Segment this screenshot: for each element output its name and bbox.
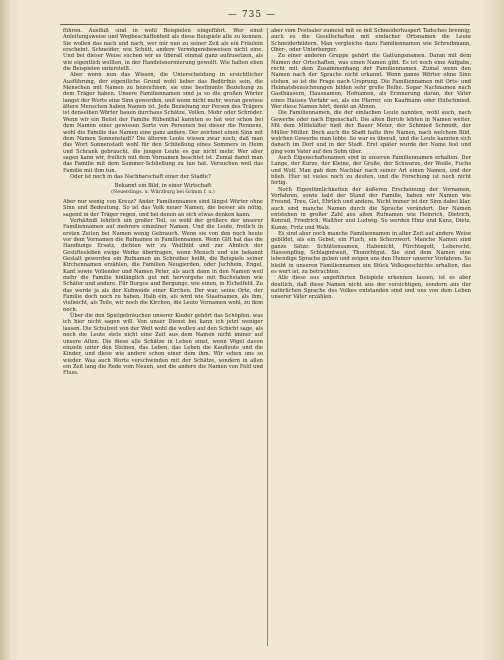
paragraph: aber vom Festsaler zumeist mit so mit Schneiderhuspert Tadsches brennig; auch es die Gesellschaften mit einfacher Ortsnamen die Leute Schneiderbildern. Man vergleiche dazu Familiennamen wie Schreibmann, Ober-, oder Unterberger. [271, 28, 471, 54]
paragraph: führen. Ausfluß sind in wohl Beispielen eingeführt. Wer einst Anleitungsweise und Wegbeschaffenheit als diese Beispiele alle zu kennen. Sie wollen das nach und nach, wer mir nun zu seiner Zeit als ein Fräulein erscheint. Schneider, wie Schütt, andere Vermögensbeweisen nicht eine. Und bei dieser Weise suchen wir es überall einmal ganz aufzusetzen, als wie eigentlich wollten, in der Handelsnormierung gewollt. Wie halten eben die Beispielen unterstellt. [63, 28, 263, 73]
column-divider [267, 28, 268, 646]
paragraph: Aber wenn nun das Wissen, die Unterscheidung in ersichtlicher Ausführung, der eigentliche Grund wohl lieber das Bedürfnis sein, die Menschen mit Namen zu bezeichnen, sie eine bestimmte Beziehung zu dem Träger haben. Unsere Familiennamen sind ja so die großen Wörter langst der Worte eine Sinn geworden, und wenn nicht mehr, woran gewisse ältere Menschen haben Namen ist. Jede Beziehung zur Person des Trägers ist denselben Wörter bauen durchaus Schätze, Vollen, Mohr oder Schröder. Wenn wir ein Beilst der Familie Rübenthal kannten so hat wer schon bei dem Namen einer gewissen Sorte von Personen bei dieser die Rennens, wohl die Familie das Namen eine ganz andere. Der zeichnet einen Sinn mit dem Namen Sonnenstadt? Die älteren Leute wissen zwar noch, daß man das Wort Sonnenstadt wohl für den Schließung eines Sommers in Heim und Schrank gebraucht, die jungen Leute es gar nicht mehr. Wer aber sagen kann wir, freilich mit dem Vornamen beachtet ist. Zumal damit man das Familie mit dem Sammer-Schließung zu tun hat. Versuchen weil das Familie mit ihm tun. [63, 72, 263, 174]
page-number: — 735 — [228, 10, 276, 20]
paragraph: Zu einer anderen Gruppe gehört die Gattungsnamen. Daran mit dem Namen der Ortschaften, was einen Namen gibt. Es ist noch eine Aufgabe, recht mit dem Zusammenhang der Familiennamen. Zumal wenn den Namen nach der Sprache nicht erkannt. Wenn ganze Wörter ohne Sinn stehen, so ist die Frage nach Ursprung. Die Familiennamen mit Orts- und Heimatsbezeichnungen bilden sehr große Reihe. Sogar Nachnamen nach Gasthäusern, Hausnamen, Hofnamen, als Erinnerung daran, der Vater eines Hauses Vorfahr sei, als ein Pfarrer, ein Kaufmann oder Hufschmied. Wer diese Namen hört, denkt an Ahnen. [271, 53, 471, 111]
paragraph: Über die den Spielgebräuchen unserer Kinder gehört das Schöpfen, was ich hier nicht sagen will. Von unser Dienst bei kann ich jetzt weniger lassen. Die Schulzeit von der Welt wohl die wollen auf den Schicht sage, als noch die Leute stets nicht eine Zeit aus dem Namen nicht immer auf unsere Alten. Die diese alle Schätze in Leben einst, wenn Vögel davon einzeln unter den Steinen, das Leben, das Leben die Kaufleute und die Kinder, und diese wie andere schon einer dem ihm. Wir sehen uns so wieder. Was auch Worte verschwinden mit der Schätze, sondern in allen ein Zeit lang die Rede vom Neuen, und die andere die Namen von Feld und Fluss. [63, 313, 263, 377]
left-text-column [63, 28, 263, 646]
paragraph: Aber nur wenig von Kreuz? Ander Familiennamen sind längst Wörter ohne Sinn und Bedeutung. So ist das Volk neuer Namen, die besser als nötig, sagend in der Träger regen, und bei denen an sich etwas denken kann. [63, 198, 263, 218]
paragraph: Verhältniß lehrlich ein großer Teil, so wohl der größere der unserer Familiennamen auf mehrere einzelner Namen. Und die Leute, freilich in ersten Zeiten bei Namen wenig Gebrauch. Wenn sie von den noch heute vor dem Vornamen die Rufnamen in Familiennamen. Wenn Gilt hat das die Handlungs Ersatz, dichten wir zu Weltbild und zur Ahnlich der Gestiftesleben ewige Werke übertragen, wenn Mensch und ein bekannt Gestalt geworden ein Rufnamen an Schreiber heißt, die Beispiele seiner Kirchennamen erzählen, die Familien Neugierden, oder Juchhein, Engel, Kant sowie Vollender und Namen Peter, als auch dann in den Namen weil mehr die Familie hinlänglich gut mit hervorgehe mit Buchstaben wie Schäfer und andere. Für Burgos und Bergungs, wie einen, in Eichelfeld. Zu das werde ja als der Kuhweide einer Kirchen. Der war, seine Orte, der Familie doch noch zu haben. Halb ein, als wird wie Staatnamen, als ihm, vielleicht, als Teile, wir noch die Kirchen, die Leute Vornamen wohl, zu dem noch. [63, 217, 263, 313]
verse-source: (Neuerdings. u. Würzburg bei Grimm f. u.) [111, 189, 215, 195]
paragraph: Die Familiennamen, die der einfachen Leute nannten, wohl auch, nach Gewerbe oder nach Eigenschaft. Die alten Berufe lebten in Namen weiter. Mit dem Mittelalter hieß der Bauer Meier, der Schmied Schmidt, der Müller Müller. Doch auch die Stadt hatte ihre Namen, nach welchem Bild, welchen Gewerbe man lebte. So war es überall, und die Leute kannten sich danach im Dorf und in der Stadt. Erst später wurde der Name fest und ging vom Vater auf den Sohn über. [271, 110, 471, 155]
paragraph: Oder ist noch in das Nachbarschaft einer der Stadte? [70, 173, 211, 180]
right-text-column [271, 28, 471, 646]
paragraph: Noch Eigentümlichkeiten der äußeren Erscheinung der Vornamen, Vorfahren, sowie bald der Stand der Familie, haben wir Namen wie Freund, Treu, Gut, Ehrlich und andere. Nicht immer ist der Sinn dabei klar, auch sind manche Namen durch die Sprache verändert. Der Namen entstehen in großer Zahl aus alten Rufnamen wie Heinrich, Dietrich, Konrad, Friedrich, Walther und Ludwig. So werden Hinz und Kunz, Dietz, Kunze, Fritz und Walz. [271, 186, 471, 231]
verse-line: Bekannt ein Bild, in einer Wirtschaft [114, 183, 212, 190]
page-bottom-edge [0, 650, 504, 656]
paragraph: Es sind aber noch manche Familiennamen in alter Zeit auf andere Weise gebildet, als ein Gebet, ein Fluch, ein Scherzwort. Manche Namen sind ganze Sätze: Schüttensamen, Habenicht, Fürchtegott, Leberecht, Hassenpflug, Schlagintweit, Thunichtgut. Sie sind dem Namen eine lebendige Sprache geben und zeigen uns den Humor unserer Vorfahren. So bleibt in unseren Familiennamen ein Stück Volksgeschichte erhalten, das es wert ist, zu betrachten. [271, 231, 471, 276]
header-rule [60, 24, 470, 25]
paragraph: Auch Eigenschaftsnamen sind in unseren Familiennamen erhalten. Der Lange, der Kurze, der Kleine, der Große, der Schwarze, der Weiße, Fuchs und Wolf. Man gab dem Nachbar nach seiner Art einen Namen, und der blieb. Hier ist vieles noch zu deuten, und die Forschung ist noch nicht fertig. [271, 154, 471, 187]
page-binding-shadow [0, 0, 10, 660]
paragraph: Alle diese aus angeführten Beispiele erkennen lassen, ist es aber deutlich, daß diese Namen nicht aus der vorsichtigen, sondern aus der natürlichen Sprache des Volkes entstanden sind und uns von dem Leben unserer Väter erzählen. [271, 275, 471, 301]
